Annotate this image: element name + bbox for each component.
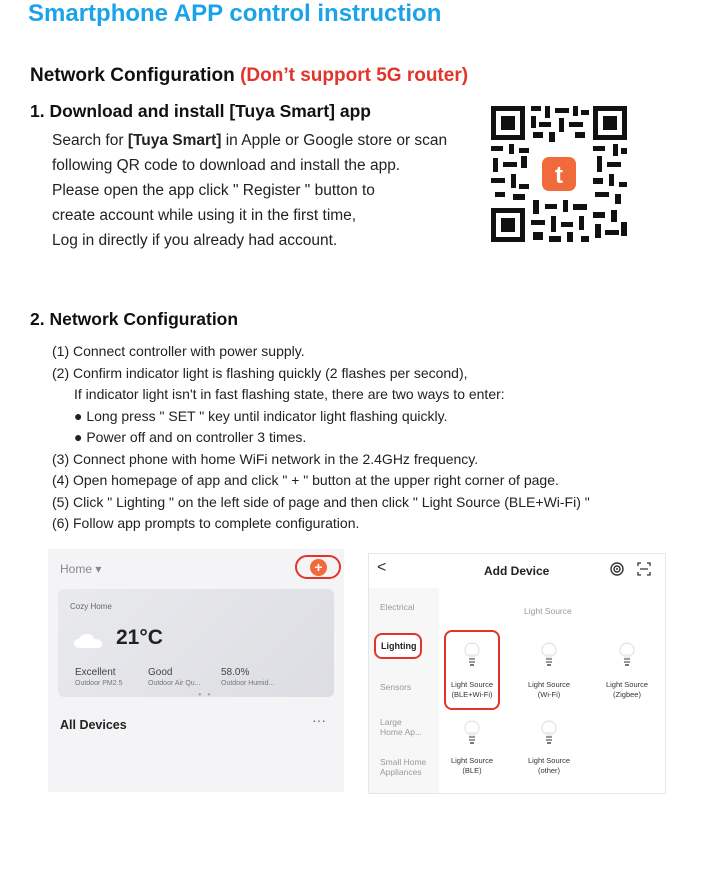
qr-code (489, 104, 629, 244)
sidebar-item-electrical[interactable]: Electrical (380, 602, 415, 612)
device-sub: (Wi-Fi) (537, 690, 561, 699)
step2-item: (2) Confirm indicator light is flashing quickly (2 flashes per second), (52, 364, 468, 381)
stat-label: Outdoor Air Qu... (148, 680, 201, 687)
device-name: Light Source (450, 756, 494, 765)
section-heading (30, 65, 468, 87)
step1-line3: Please open the app click " Register " button to (52, 182, 375, 199)
sidebar-item-sensors[interactable]: Sensors (380, 682, 412, 692)
cloud-icon (73, 633, 103, 649)
step2-bullet: ● Long press " SET " key until indicator light flashing quickly. (74, 407, 448, 424)
home-selector[interactable]: Home ▾ (60, 562, 102, 576)
step2-item: If indicator light isn't in fast flashing state, there are two ways to enter: (74, 386, 505, 402)
device-sub: (other) (537, 766, 561, 775)
step2-item: (1) Connect controller with power supply. (52, 343, 305, 359)
device-sub: (Zigbee) (613, 690, 641, 699)
step1-text (52, 128, 447, 253)
step2-heading: 2. Network Configuration (30, 309, 239, 329)
home-name: Cozy Home (70, 602, 112, 611)
svg-text:t: t (555, 162, 563, 189)
section-label: Light Source (524, 606, 572, 616)
step2-item: (5) Click " Lighting " on the left side of page and then click " Light Source (BLE+Wi-Fi) " (52, 493, 590, 510)
device-name: Light Source (605, 680, 649, 689)
step1-line4: create account while using it in the first time, (52, 207, 357, 224)
section-heading-text: Network Configuration (30, 65, 235, 86)
page-dots: ● ● (198, 692, 213, 698)
device-name: Light Source (527, 756, 571, 765)
add-device-title: Add Device (484, 564, 550, 578)
section-heading-note: (Don’t support 5G router) (240, 65, 469, 86)
app-home-screenshot (48, 549, 344, 792)
step1-line5: Log in directly if you already had account. (52, 232, 338, 249)
device-sub: (BLE) (462, 766, 482, 775)
step2-list (52, 341, 590, 535)
stat-label: Outdoor Humid... (221, 680, 275, 687)
all-devices-label: All Devices (60, 718, 127, 732)
step1-line1-bold: [Tuya Smart] (127, 132, 222, 149)
stat-value: 58.0% (221, 667, 250, 678)
weather-card (58, 589, 334, 697)
step2-bullet: ● Power off and on controller 3 times. (74, 429, 307, 445)
bulb-icon (464, 642, 480, 668)
add-device-screenshot (368, 553, 666, 794)
step2-item: (3) Connect phone with home WiFi network in the 2.4GHz frequency. (52, 450, 479, 467)
sidebar-item-lighting[interactable]: Lighting (381, 641, 417, 651)
stat-value: Good (148, 667, 173, 678)
device-sub: (BLE+Wi-Fi) (451, 690, 493, 699)
bulb-icon (541, 642, 557, 668)
stat-value: Excellent (75, 667, 116, 678)
device-name: Light Source (450, 680, 494, 689)
step1-line2: following QR code to download and install the app. (52, 157, 401, 174)
step1-heading: 1. Download and install [Tuya Smart] app (30, 101, 371, 121)
sidebar-item-large-home[interactable]: Large Home Ap... (380, 717, 423, 737)
temperature: 21°C (116, 626, 163, 649)
step2-item: (4) Open homepage of app and click " + " button at the upper right corner of page. (52, 472, 559, 488)
step2-item: (6) Follow app prompts to complete configuration. (52, 515, 360, 531)
page-title: Smartphone APP control instruction (28, 0, 442, 27)
more-icon[interactable]: ··· (312, 712, 326, 728)
device-name: Light Source (527, 680, 571, 689)
bulb-icon (619, 642, 635, 668)
scan-icon[interactable] (637, 562, 651, 576)
step1-line1-pre: Search for (52, 132, 128, 149)
back-icon[interactable]: < (377, 559, 387, 576)
sidebar-item-small-home[interactable]: Small Home Appliances (380, 757, 427, 777)
stat-label: Outdoor PM2.5 (75, 680, 123, 687)
bulb-icon (541, 720, 557, 746)
plus-icon[interactable]: + (310, 559, 327, 576)
bulb-icon (464, 720, 480, 746)
target-icon[interactable] (610, 562, 624, 576)
step1-line1-post: in Apple or Google store or scan (221, 132, 448, 149)
tuya-logo (539, 154, 579, 194)
